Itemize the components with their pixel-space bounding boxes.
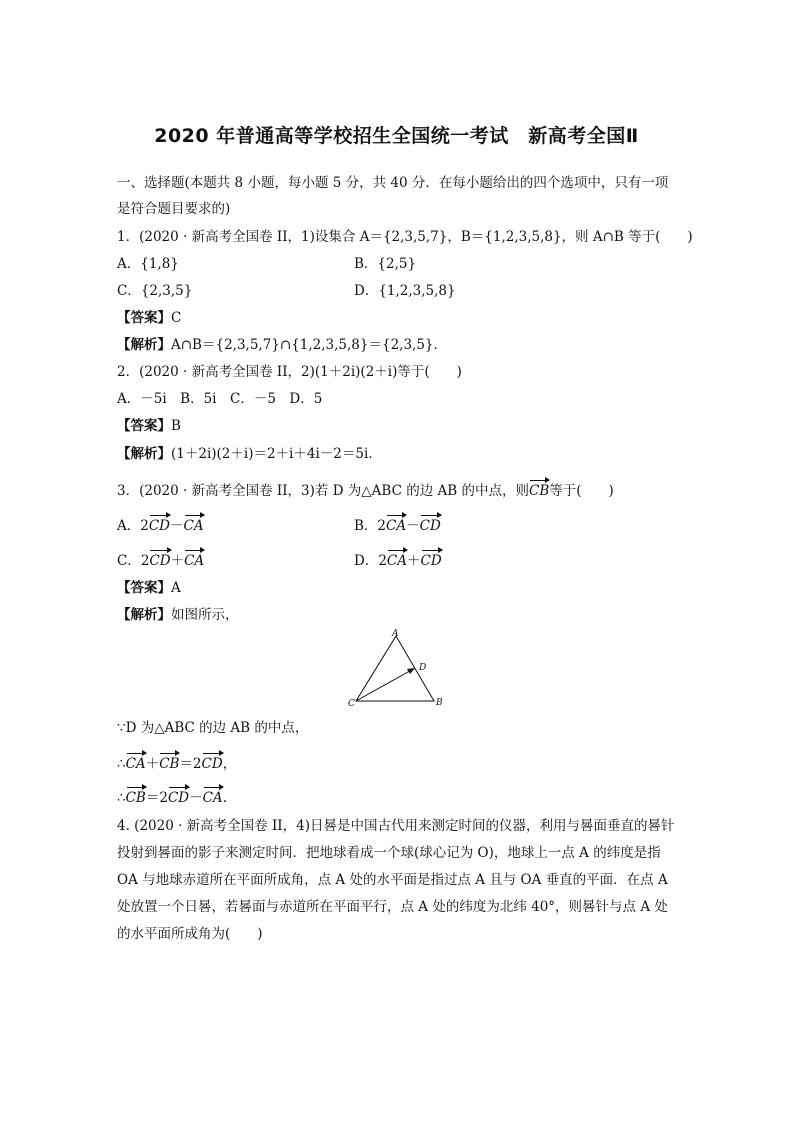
q3-answer <box>117 579 181 597</box>
q1-stem: 1．(2020 · 新高考全国卷 II，1)设集合 A＝{2,3,5,7}，B＝{1,2,3,5,8}，则 A∩B 等于( ) <box>117 229 693 245</box>
q3-option-c <box>117 550 204 570</box>
vector-cd: CD <box>168 787 189 807</box>
q1-option-c: C．{2,3,5} <box>117 283 193 299</box>
section-intro-line-1: 一、选择题(本题共 8 小题，每小题 5 分，共 40 分．在每小题给出的四个选项中，只有一项 <box>117 175 669 191</box>
q1-option-a: A．{1,8} <box>117 256 179 272</box>
solution-tag: 【解析】 <box>117 337 171 353</box>
vector-cb: CB <box>529 480 549 500</box>
vector-ca: CA <box>126 753 146 773</box>
vector-cd: CD <box>149 550 170 570</box>
vector-cb: CB <box>126 787 146 807</box>
option-prefix: B．2 <box>354 518 387 534</box>
q4-stem-line-5: 的水平面所成角为( ) <box>117 926 263 942</box>
operator: ＋ <box>407 553 421 569</box>
section-intro-line-2: 是符合题目要求的) <box>117 201 231 217</box>
vector-ca: CA <box>184 550 204 570</box>
operator: ＋ <box>170 553 185 569</box>
q3-reason-1: ∵D 为△ABC 的边 AB 的中点， <box>117 720 309 736</box>
label-a: A <box>392 629 399 639</box>
answer-value: C <box>171 310 182 326</box>
label-d: D <box>419 663 427 673</box>
q4-stem-line-3: OA 与地球赤道所在平面所成角，点 A 处的水平面是指过点 A 且与 OA 垂直的平面．在点 A <box>117 872 668 888</box>
triangle-figure <box>340 628 450 713</box>
solution-text: (1＋2i)(2＋i)＝2＋i＋4i－2＝5i. <box>171 446 373 462</box>
q3-option-b <box>354 515 441 535</box>
vector-cd: CD <box>149 515 170 535</box>
label-b: B <box>436 698 443 708</box>
q4-stem-line-4: 处放置一个日晷，若晷面与赤道所在平面平行，点 A 处的纬度为北纬 40°，则晷针与点 A 处 <box>117 899 668 915</box>
q3-solution <box>117 606 239 624</box>
arrowhead-d <box>407 668 415 674</box>
q3-reason-3: ∴CB＝2CD－CA. <box>117 787 227 807</box>
solution-text: A∩B＝{2,3,5,7}∩{1,2,3,5,8}＝{2,3,5}． <box>171 337 448 353</box>
vector-cb: CB <box>159 753 179 773</box>
vector-ca: CA <box>386 515 406 535</box>
q1-option-b: B．{2,5} <box>354 256 417 272</box>
q2-answer <box>117 417 181 435</box>
vector-ca: CA <box>203 787 223 807</box>
vector-cd: CD <box>420 515 441 535</box>
answer-tag: 【答案】 <box>117 310 171 326</box>
q3-stem-text: 3．(2020 · 新高考全国卷 II，3)若 D 为△ABC 的边 AB 的中点，则 <box>117 483 529 499</box>
option-prefix: C．2 <box>117 553 150 569</box>
vector-ca: CA <box>184 515 204 535</box>
operator: － <box>170 518 184 534</box>
solution-tag: 【解析】 <box>117 607 171 623</box>
q4-stem-line-2: 投射到晷面的影子来测定时间．把地球看成一个球(球心记为 O)，地球上一点 A 的纬度是指 <box>117 845 661 861</box>
answer-tag: 【答案】 <box>117 418 171 434</box>
page-title: 2020 年普通高等学校招生全国统一考试 新高考全国Ⅱ <box>154 125 639 147</box>
vector-cd: CD <box>421 550 442 570</box>
q4-stem-line-1: 4. (2020 · 新高考全国卷 II，4)日晷是中国古代用来测定时间的仪器，利用与晷面垂直的晷针 <box>117 818 675 834</box>
label-c: C <box>348 699 355 709</box>
answer-tag: 【答案】 <box>117 580 171 596</box>
q1-answer <box>117 309 181 327</box>
q2-solution <box>117 445 373 463</box>
q3-stem <box>117 480 614 500</box>
answer-value: B <box>171 418 181 434</box>
answer-value: A <box>171 580 181 596</box>
q1-option-d: D．{1,2,3,5,8} <box>354 283 456 299</box>
option-prefix: A．2 <box>117 518 149 534</box>
vector-ca: CA <box>387 550 407 570</box>
q2-stem: 2．(2020 · 新高考全国卷 II，2)(1＋2i)(2＋i)等于( ) <box>117 364 462 380</box>
solution-text: 如图所示， <box>171 607 239 623</box>
option-prefix: D．2 <box>354 553 387 569</box>
q3-option-d <box>354 550 442 570</box>
q3-option-a <box>117 515 204 535</box>
segment-cd <box>356 668 415 701</box>
solution-tag: 【解析】 <box>117 446 171 462</box>
q3-stem-tail: 等于( ) <box>549 483 614 499</box>
q2-options: A．－5i B．5i C．－5 D．5 <box>117 391 323 407</box>
operator: － <box>406 518 420 534</box>
q1-solution <box>117 336 447 354</box>
q3-reason-2: ∴CA＋CB＝2CD， <box>117 753 236 773</box>
vector-cd: CD <box>202 753 223 773</box>
